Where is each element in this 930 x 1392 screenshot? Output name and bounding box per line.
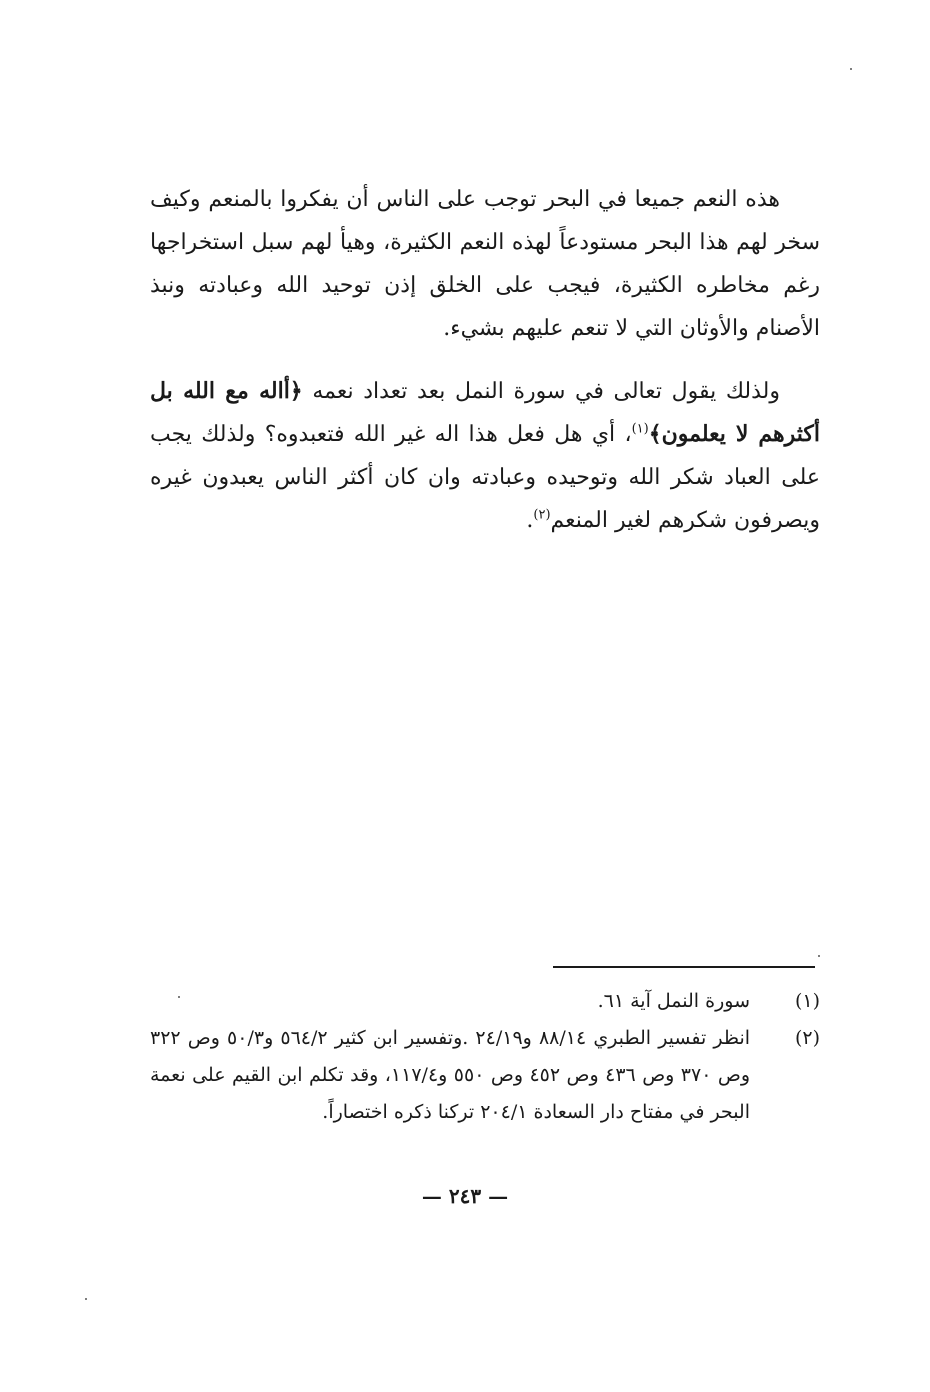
scan-speck (850, 68, 852, 70)
footnote-number: (٢) (794, 1027, 820, 1049)
scan-speck (178, 996, 180, 998)
footnote-1 (150, 983, 820, 1020)
footnotes (150, 983, 820, 1131)
footnote-separator (553, 966, 815, 968)
footnote-2 (150, 1020, 820, 1131)
footnote-ref-2: (٢) (533, 507, 551, 523)
scan-speck (85, 1298, 87, 1300)
main-text (150, 178, 820, 562)
page-number: — ٢٤٣ — (421, 1184, 509, 1208)
paragraph-1: هذه النعم جميعا في البحر توجب على الناس أن يفكروا بالمنعم وكيف سخر لهم هذا البحر مستودعاً لهذه النعم الكثيرة، وهيأ لهم سبل استخراجها رغم مخاطره الكثيرة، فيجب على الخلق إذن توحيد الله وعبادته ونبذ الأصنام والأوثان التي لا تنعم عليهم بشيء. (150, 187, 820, 341)
paragraph-2-intro: ولذلك يقول تعالى في سورة النمل بعد تعداد نعمه (302, 379, 780, 404)
footnote-text: سورة النمل آية ٦١. (597, 990, 750, 1012)
scan-speck (818, 955, 820, 957)
paragraph-2-end: . (526, 508, 534, 533)
footnote-ref-1: (١) (631, 421, 649, 437)
quran-quote: ﴿أاله مع الله بل أكثرهم لا يعلمون﴾ (150, 378, 820, 447)
footnote-number: (١) (794, 990, 820, 1012)
footnote-text: انظر تفسير الطبري ٨٨/١٤ و٢٤/١٩ .وتفسير ابن كثير ٥٦٤/٢ و٥٠/٣ وص ٣٢٢ وص ٣٧٠ وص ٤٣٦ وص ٤٥٢ وص ٥٥٠ و١١٧/٤، وقد تكلم ابن القيم على نعمة البحر في مفتاح دار السعادة ٢٠٤/١ تركنا ذكره اختصاراً. (150, 1027, 751, 1123)
paragraph-2-body: ، أي هل فعل هذا اله غير الله فتعبدوه؟ ولذلك يجب على العباد شكر الله وتوحيده وعبادته وان كان أكثر الناس يعبدون غيره ويصرفون شكرهم لغير المنعم (150, 422, 820, 533)
paragraph-2 (150, 370, 820, 542)
